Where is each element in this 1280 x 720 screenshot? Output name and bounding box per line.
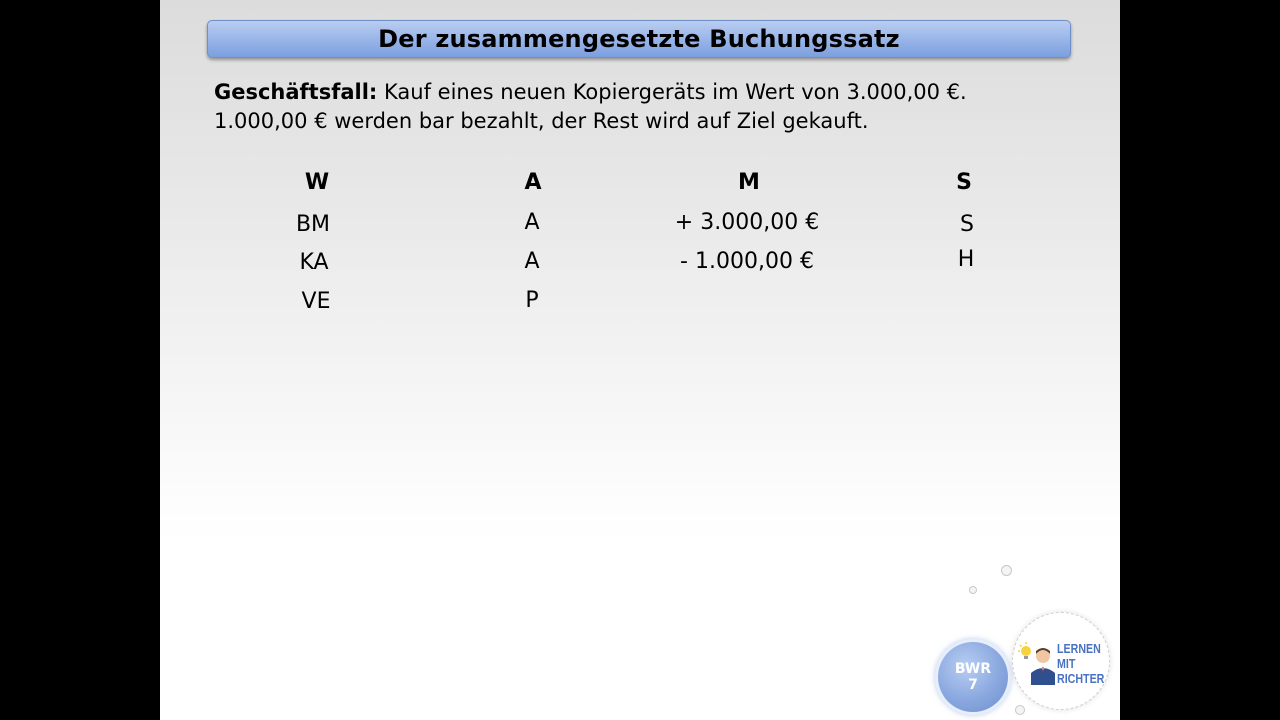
row-2-change: - 1.000,00 € — [680, 249, 814, 274]
bwr-badge-line-1: BWR — [954, 661, 992, 677]
lernen-mit-richter-logo — [1012, 612, 1110, 710]
row-1-change: + 3.000,00 € — [674, 210, 820, 235]
row-2-side: H — [957, 247, 975, 272]
header-s: S — [956, 170, 972, 195]
logo-text — [1057, 641, 1104, 686]
row-3-type: P — [525, 288, 539, 313]
decorative-bubble — [1001, 565, 1012, 576]
decorative-bubble — [969, 586, 977, 594]
row-1-type: A — [524, 210, 540, 235]
header-m: M — [738, 170, 760, 195]
row-2-account: KA — [299, 250, 329, 275]
row-3-account: VE — [301, 289, 331, 314]
logo-text-line-3: RICHTER — [1057, 671, 1105, 686]
header-w: W — [304, 170, 330, 195]
header-a: A — [524, 170, 542, 195]
logo-text-line-1: LERNEN — [1057, 641, 1101, 656]
bwr-badge — [938, 642, 1008, 712]
person-with-lightbulb-icon — [1017, 641, 1057, 685]
logo-text-line-2: MIT — [1057, 656, 1076, 671]
business-case-line-1 — [214, 78, 1054, 107]
business-case — [214, 78, 1054, 136]
title-bar — [207, 20, 1071, 58]
business-case-text-1: Kauf eines neuen Kopiergeräts im Wert von 3.000,00 €. — [384, 80, 967, 104]
bwr-badge-line-2: 7 — [968, 677, 978, 693]
slide — [160, 0, 1120, 720]
row-1-side: S — [960, 212, 974, 237]
row-2-type: A — [524, 249, 540, 274]
business-case-label: Geschäftsfall: — [214, 80, 378, 104]
row-1-account: BM — [295, 212, 331, 237]
decorative-bubble — [1015, 705, 1025, 715]
slide-title: Der zusammengesetzte Buchungssatz — [378, 25, 900, 53]
business-case-text-2: 1.000,00 € werden bar bezahlt, der Rest wird auf Ziel gekauft. — [214, 109, 869, 133]
